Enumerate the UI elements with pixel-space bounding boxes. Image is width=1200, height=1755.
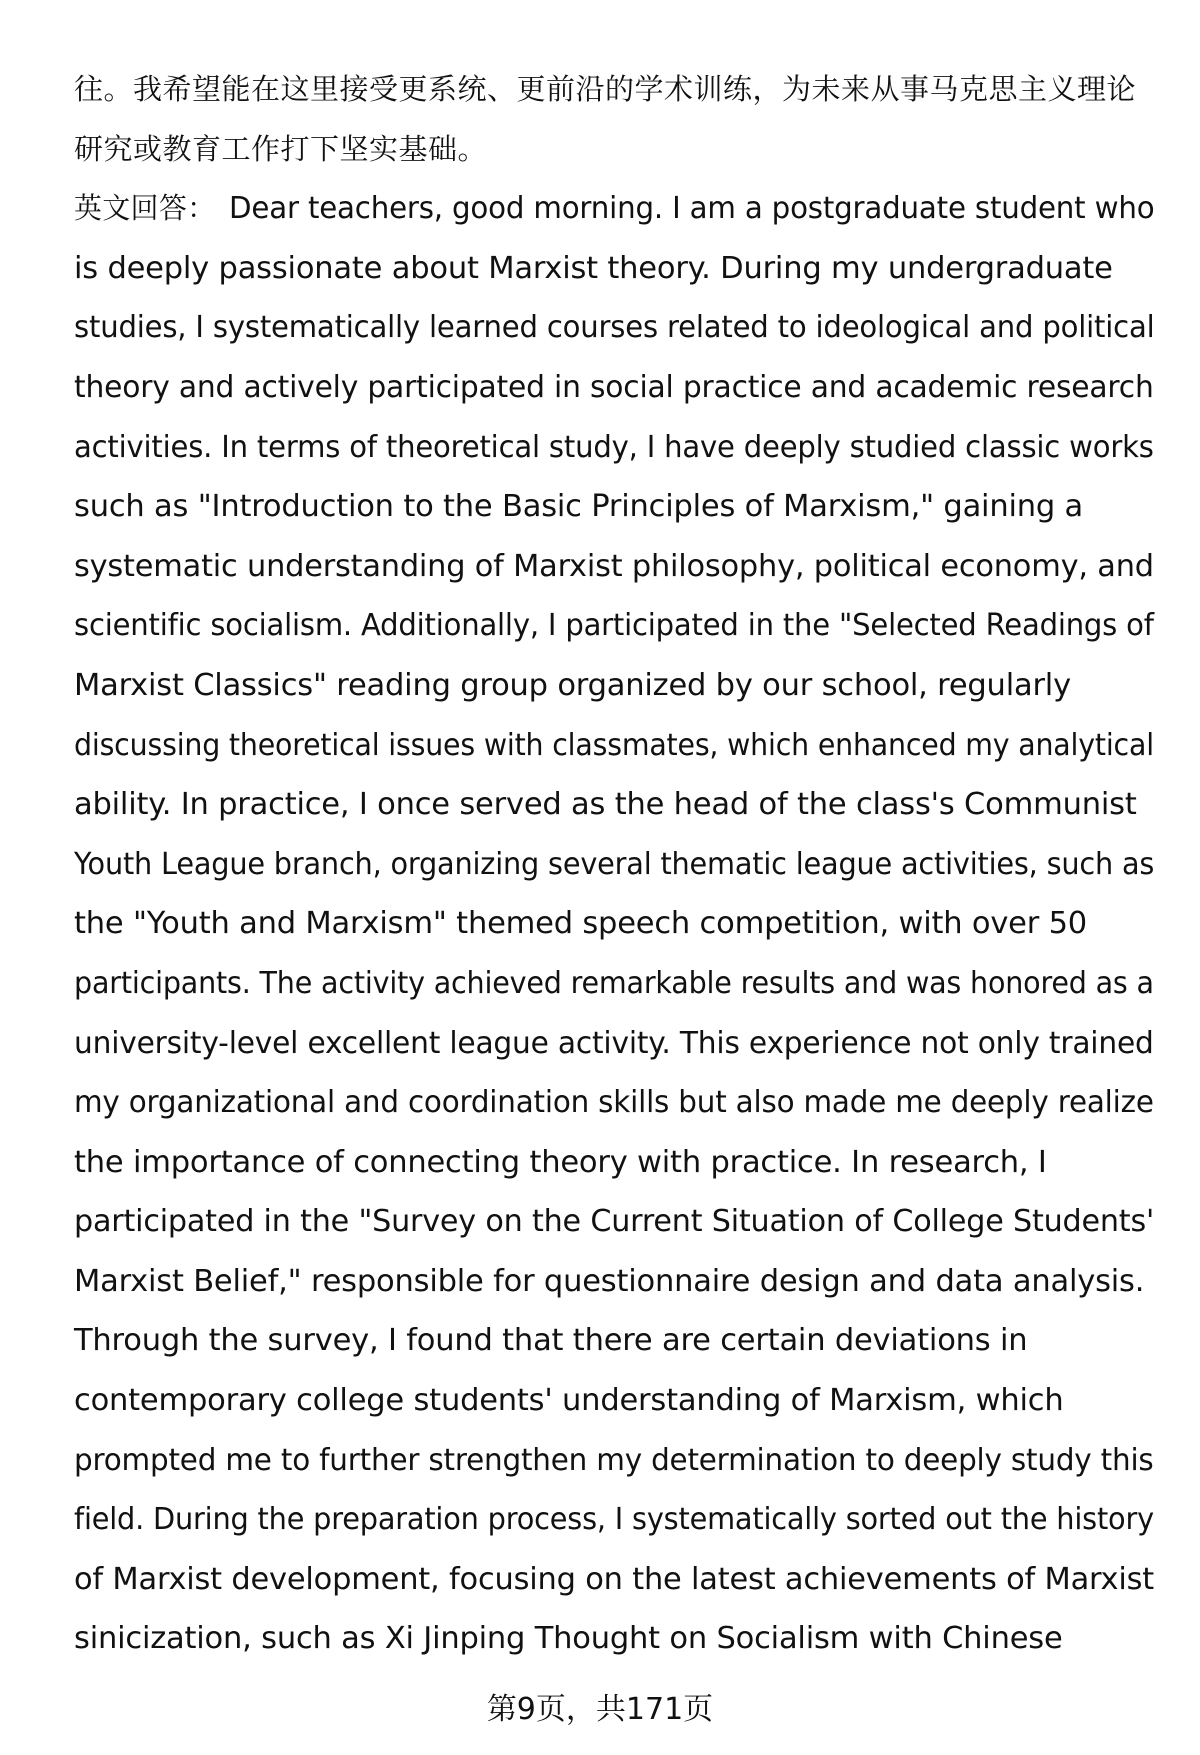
- text-line: sinicization, such as Xi Jinping Thought on Socialism with Chinese: [74, 1621, 1063, 1657]
- answer-label: 英文回答：: [74, 191, 216, 226]
- text-line: field. During the preparation process, I systematically sorted out the history: [74, 1502, 1154, 1538]
- text-line: contemporary college students' understanding of Marxism, which: [74, 1383, 1064, 1419]
- text-line: activities. In terms of theoretical study, I have deeply studied classic works: [74, 429, 1154, 465]
- text-line: 往。我希望能在这里接受更系统、更前沿的学术训练，为未来从事马克思主义理论: [74, 72, 1137, 106]
- page-number-footer: 第9页，共171页: [486, 1692, 714, 1727]
- text-line: the "Youth and Marxism" themed speech competition, with over 50: [74, 906, 1087, 942]
- text-line: discussing theoretical issues with classmates, which enhanced my analytical: [74, 727, 1154, 763]
- text-line: Marxist Belief," responsible for questionnaire design and data analysis.: [74, 1263, 1145, 1299]
- text-line: of Marxist development, focusing on the latest achievements of Marxist: [74, 1561, 1155, 1597]
- text-line: my organizational and coordination skills but also made me deeply realize: [74, 1085, 1154, 1121]
- text-line: participants. The activity achieved remarkable results and was honored as a: [74, 965, 1154, 1001]
- text-line: systematic understanding of Marxist philosophy, political economy, and: [74, 548, 1154, 584]
- text-line: such as "Introduction to the Basic Principles of Marxism," gaining a: [74, 489, 1084, 525]
- text-line: [74, 179, 1155, 239]
- text-line: theory and actively participated in social practice and academic research: [74, 369, 1154, 405]
- body-text: [74, 60, 1154, 1669]
- text-line: 研究或教育工作打下坚实基础。: [74, 131, 488, 166]
- text-line: studies, I systematically learned courses related to ideological and political: [74, 310, 1155, 346]
- text-line: the importance of connecting theory with practice. In research, I: [74, 1144, 1047, 1180]
- text-line: is deeply passionate about Marxist theory. During my undergraduate: [74, 250, 1113, 286]
- text-line: ability. In practice, I once served as the head of the class's Communist: [74, 787, 1137, 823]
- text-line: prompted me to further strengthen my determination to deeply study this: [74, 1442, 1154, 1478]
- text-line: Marxist Classics" reading group organized by our school, regularly: [74, 667, 1071, 703]
- text-line: participated in the "Survey on the Current Situation of College Students': [74, 1204, 1155, 1240]
- text-line: scientific socialism. Additionally, I participated in the "Selected Readings of: [74, 608, 1154, 644]
- text-line: university-level excellent league activity. This experience not only trained: [74, 1025, 1154, 1061]
- text-line: Through the survey, I found that there are certain deviations in: [74, 1323, 1028, 1359]
- text-line: Youth League branch, organizing several thematic league activities, such as: [74, 846, 1155, 882]
- text-line-content: Dear teachers, good morning. I am a postgraduate student who: [229, 191, 1155, 227]
